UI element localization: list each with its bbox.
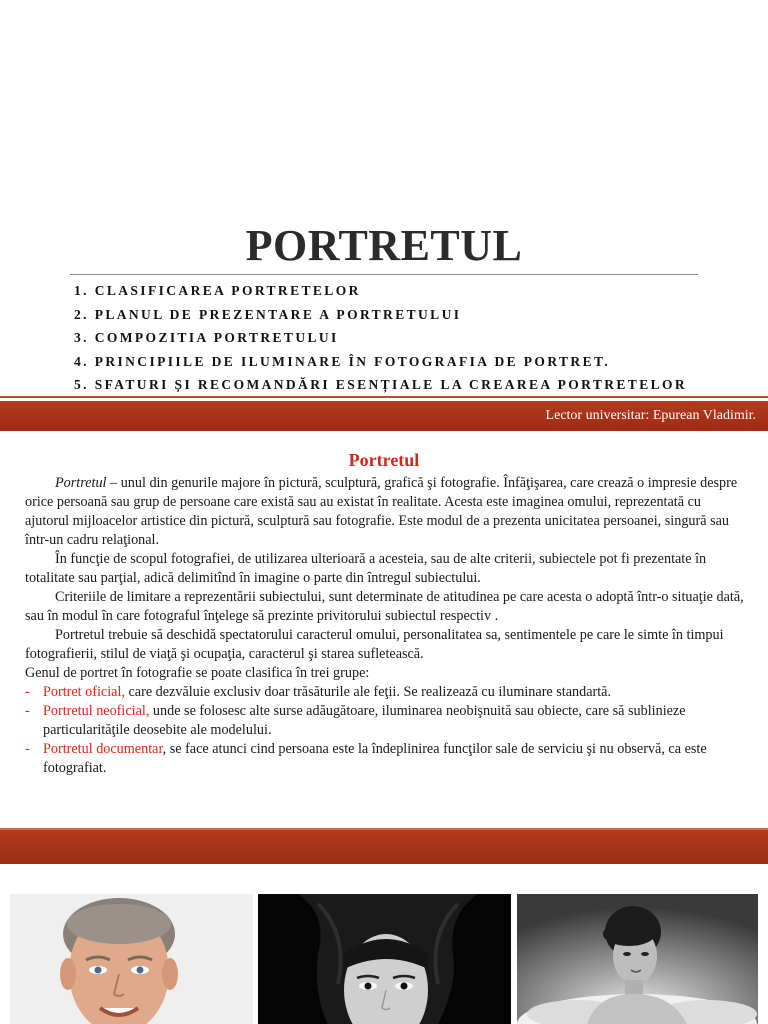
list-item — [25, 683, 745, 702]
paragraph-text: – unul din genurile majore în pictură, sculptură, grafică şi fotografie. Înfăţişarea, care crează o impresie despre orice persoană sau grup de persoane care există sau au existat în realitate. Acesta este imaginea omului, reprezentată cu ajutorul mijloacelor artistice din pictură, sculptură sau fotografie. Este modul de a prezenta unicitatea persoanei, singură sau într-un cadru relaţional. — [25, 475, 738, 548]
section-title: Portretul — [348, 450, 420, 470]
photo-documentary-portrait — [517, 894, 758, 1024]
footer-bar — [0, 401, 768, 431]
content-slide — [0, 432, 768, 832]
list-dash: - — [25, 741, 30, 757]
list-term: Portretul neoficial, — [43, 703, 150, 719]
list-text: , se face atunci cind persoana este la îndeplinirea funcţilor sale de serviciu şi nu observă, ca este fotografiat. — [43, 741, 707, 776]
toc-item: 2. PLANUL DE PREZENTARE A PORTRETULUI — [74, 306, 462, 322]
paragraph — [25, 474, 745, 550]
toc-item: 3. COMPOZITIA PORTRETULUI — [74, 330, 339, 346]
paragraph: Genul de portret în fotografie se poate clasifica în trei grupe: — [25, 665, 370, 681]
photo-official-portrait — [10, 894, 253, 1024]
list-term: Portret oficial, — [43, 684, 125, 700]
toc-item: 1. CLASIFICAREA PORTRETELOR — [74, 283, 361, 298]
body-text — [25, 474, 745, 778]
term-portretul: Portretul — [55, 475, 107, 491]
list-term: Portretul documentar — [43, 741, 163, 757]
list-dash: - — [25, 703, 30, 719]
list-text: unde se folosesc alte surse adăugătoare, iluminarea neobişnuită sau obiecte, care să sublinieze particularităţile deosebite ale modelului. — [43, 703, 686, 738]
list-text: care dezvăluie exclusiv doar trăsăturile ale feţii. Se realizează cu iluminare standartă. — [124, 684, 612, 700]
toc-item: 4. PRINCIPIILE DE ILUMINARE ÎN FOTOGRAFIA DE PORTRET. — [74, 353, 611, 369]
list-item — [25, 740, 745, 778]
separator-bar — [0, 830, 768, 864]
photo-unofficial-portrait — [258, 894, 511, 1024]
paragraph: Portretul trebuie să deschidă spectatorului caracterul omului, personalitatea sa, sentimentele pe care le simte în timpui fotografierii, stilul de viaţă şi ocupaţia, caracterul şi starea sufletească. — [25, 627, 724, 662]
lector-credit: Lector universitar: Epurean Vladimir. — [545, 408, 756, 423]
list-item — [25, 702, 745, 740]
title-slide — [0, 0, 768, 432]
toc-item: 5. SFATURI ȘI RECOMANDĂRI ESENȚIALE LA CREAREA PORTRETELOR — [74, 377, 688, 393]
table-of-contents — [74, 279, 687, 397]
paragraph: În funcţie de scopul fotografiei, de utilizarea ulterioară a acesteia, sau de alte criterii, subiectele pot fi prezentate în totalitate sau parţial, adică delimitînd în imagine o parte din întregul subiectului. — [25, 551, 707, 586]
accent-line — [0, 396, 768, 398]
page-title: PORTRETUL — [245, 221, 523, 270]
paragraph: Criteriile de limitare a reprezentării subiectului, sunt determinate de atitudinea pe care acesta o adoptă într-o situaţie dată, sau în modul în care fotograful înţelege să prezinte privitorului subiectul respectiv . — [25, 589, 744, 624]
title-divider — [70, 274, 698, 275]
list-dash: - — [25, 684, 30, 700]
